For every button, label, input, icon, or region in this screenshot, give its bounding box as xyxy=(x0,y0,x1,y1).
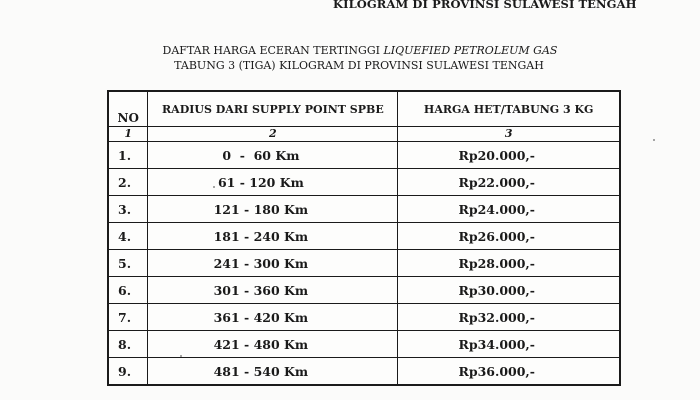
table-row xyxy=(108,142,620,169)
row-price: Rp26.000,- xyxy=(398,223,620,250)
header-radius: RADIUS DARI SUPPLY POINT SPBE xyxy=(148,91,398,127)
row-no: 3. xyxy=(108,196,148,223)
row-price: Rp36.000,- xyxy=(398,358,620,386)
row-radius xyxy=(148,169,398,196)
row-no: 8. xyxy=(108,331,148,358)
row-radius xyxy=(148,358,398,386)
row-radius xyxy=(148,142,398,169)
row-radius xyxy=(148,304,398,331)
row-price: Rp20.000,- xyxy=(398,142,620,169)
table-row xyxy=(108,169,620,196)
row-radius xyxy=(148,277,398,304)
header-no: NO xyxy=(108,91,148,127)
table-row xyxy=(108,196,620,223)
row-radius xyxy=(148,331,398,358)
table-row xyxy=(108,358,620,386)
row-radius xyxy=(148,250,398,277)
row-radius-text: 0 - 60 Km xyxy=(222,147,300,163)
title-line-2: TABUNG 3 (TIGA) KILOGRAM DI PROVINSI SULAWESI TENGAH xyxy=(174,59,544,72)
top-heading-fragment: KILOGRAM DI PROVINSI SULAWESI TENGAH xyxy=(333,0,637,11)
column-index-row xyxy=(108,127,620,142)
title-line-1 xyxy=(0,43,700,58)
row-radius-text: 61 - 120 Km xyxy=(217,174,304,190)
row-radius-text: 121 - 180 Km xyxy=(213,201,309,217)
row-radius xyxy=(148,223,398,250)
row-no: 4. xyxy=(108,223,148,250)
row-no: 7. xyxy=(108,304,148,331)
row-price: Rp34.000,- xyxy=(398,331,620,358)
table-row xyxy=(108,304,620,331)
row-radius-text: 301 - 360 Km xyxy=(213,282,309,298)
row-radius-text: 241 - 300 Km xyxy=(213,255,309,271)
row-price: Rp22.000,- xyxy=(398,169,620,196)
price-table xyxy=(107,90,621,386)
table-row xyxy=(108,277,620,304)
row-no: 9. xyxy=(108,358,148,386)
row-price: Rp24.000,- xyxy=(398,196,620,223)
title-line-1-italic: LIQUEFIED PETROLEUM GAS xyxy=(383,44,558,57)
row-no: 6. xyxy=(108,277,148,304)
table-row xyxy=(108,250,620,277)
paper-speck xyxy=(653,139,655,141)
row-radius-text: 421 - 480 Km xyxy=(213,336,309,352)
row-price: Rp30.000,- xyxy=(398,277,620,304)
title-line-1-prefix: DAFTAR HARGA ECERAN TERTINGGI xyxy=(162,44,384,57)
table-header-row xyxy=(108,91,620,127)
table-row xyxy=(108,331,620,358)
row-radius-text: 481 - 540 Km xyxy=(213,363,309,379)
paper-speck xyxy=(180,355,182,357)
row-no: 5. xyxy=(108,250,148,277)
row-price: Rp32.000,- xyxy=(398,304,620,331)
row-no: 2. xyxy=(108,169,148,196)
header-price: HARGA HET/TABUNG 3 KG xyxy=(398,91,620,127)
column-index-radius: 2 xyxy=(148,127,398,142)
column-index-price: 3 xyxy=(398,127,620,142)
table-row xyxy=(108,223,620,250)
row-radius-text: 361 - 420 Km xyxy=(213,309,309,325)
row-radius-text: 181 - 240 Km xyxy=(213,228,309,244)
column-index-no: 1 xyxy=(108,127,148,142)
paper-speck xyxy=(213,186,215,188)
document-title xyxy=(0,43,700,73)
row-no: 1. xyxy=(108,142,148,169)
row-radius xyxy=(148,196,398,223)
row-price: Rp28.000,- xyxy=(398,250,620,277)
